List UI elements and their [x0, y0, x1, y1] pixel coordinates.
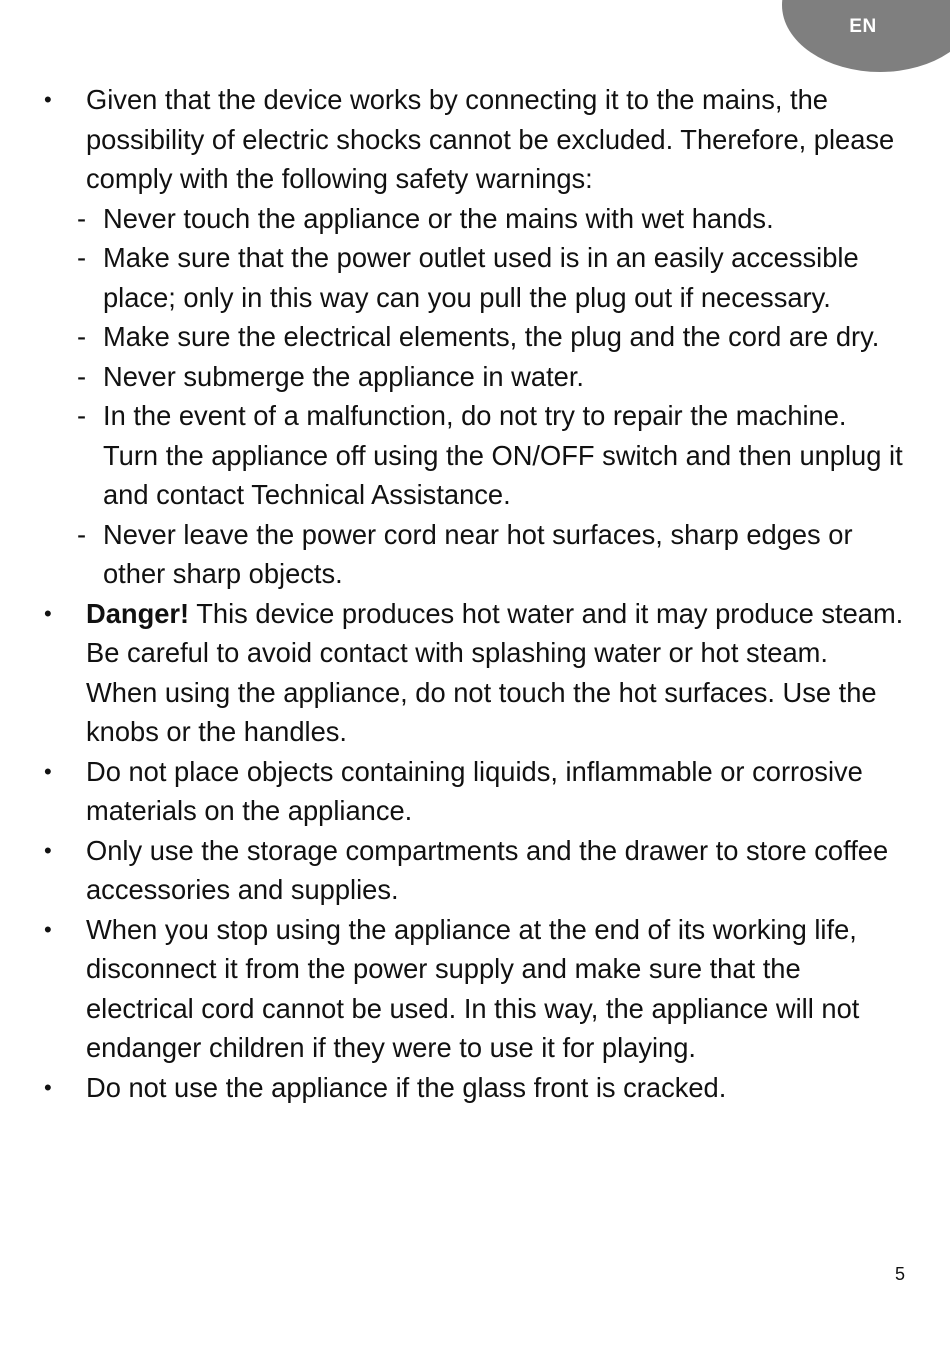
dash-marker: -	[77, 321, 87, 352]
dash-marker: -	[77, 518, 87, 550]
list-item-text: Given that the device works by connecting it to the mains, the possibility of electric shocks cannot be excluded. Therefore, please comply with the following safety warnings:	[86, 84, 895, 194]
sub-list-item-text: Make sure the electrical elements, the plug and the cord are dry.	[103, 321, 880, 352]
dash-marker: -	[77, 400, 87, 431]
sub-list-item-text: Make sure that the power outlet used is in an easily accessible place; only in this way can you pull the plug out if necessary.	[103, 242, 859, 313]
list-item-text: When you stop using the appliance at the end of its working life, disconnect it from the power supply and make sure that the electrical cord cannot be used. In this way, the appliance will not endanger children if they were to use it for playing.	[86, 913, 860, 1063]
page-number: 5	[894, 1264, 905, 1284]
sub-list-item-text: Never touch the appliance or the mains with wet hands.	[103, 202, 774, 234]
list-item	[0, 752, 906, 831]
language-label: EN	[849, 16, 877, 37]
list-item-text: Do not use the appliance if the glass front is cracked.	[86, 1071, 727, 1103]
sub-list-item-text: Never leave the power cord near hot surfaces, sharp edges or other sharp objects.	[103, 518, 853, 589]
bullet-marker: •	[44, 837, 52, 863]
list-item	[0, 1068, 906, 1108]
sub-list-item	[0, 515, 903, 594]
dash-marker: -	[77, 360, 87, 392]
sub-list-item-text: In the event of a malfunction, do not try to repair the machine. Turn the appliance off using the ON/OFF switch and then unplug it and contact Technical Assistance.	[103, 400, 903, 510]
list-item	[0, 910, 906, 1068]
sub-list-item-text: Never submerge the appliance in water.	[103, 360, 585, 392]
safety-warnings-list	[0, 80, 950, 1107]
bullet-marker: •	[44, 600, 52, 626]
list-item	[0, 80, 906, 199]
list-item-text: This device produces hot water and it may produce steam. Be careful to avoid contact with splashing water or hot steam. When using the appliance, do not touch the hot surfaces. Use the knobs or the handles.	[86, 597, 904, 747]
dash-marker: -	[77, 242, 87, 273]
list-item-text: Only use the storage compartments and the drawer to store coffee accessories and supplies.	[86, 834, 889, 905]
list-item	[0, 594, 906, 752]
bullet-marker: •	[44, 87, 52, 112]
sub-list-item	[0, 199, 903, 239]
danger-label: Danger!	[86, 597, 190, 629]
list-item	[0, 831, 906, 910]
sub-list-item	[0, 317, 903, 357]
bullet-marker: •	[44, 916, 52, 942]
bullet-marker: •	[44, 758, 52, 784]
sub-list-item	[0, 357, 903, 397]
sub-list-item	[0, 238, 903, 317]
bullet-marker: •	[44, 1074, 52, 1100]
sub-list-item	[0, 396, 903, 515]
dash-marker: -	[77, 202, 87, 234]
list-item-text: Do not place objects containing liquids, inflammable or corrosive materials on the appliance.	[86, 755, 863, 826]
